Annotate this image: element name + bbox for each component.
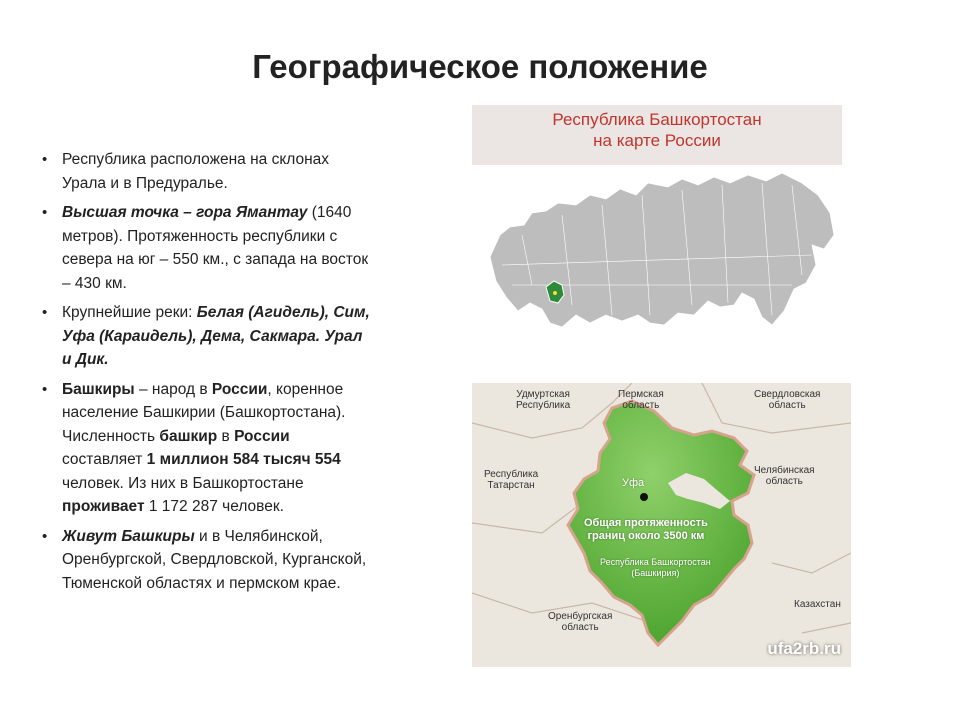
- watermark: ufa2rb.ru: [767, 639, 841, 658]
- population-text-2: , коренное население Башкирии (Башкортостана). Численность: [62, 380, 346, 445]
- label-chelyabinsk: Челябинская область: [754, 465, 815, 487]
- population-lives-word: проживает: [62, 498, 145, 515]
- diaspora-lead: Живут Башкиры: [62, 527, 195, 545]
- population-text-3: в: [217, 427, 235, 445]
- ufa-dot: [640, 493, 648, 501]
- label-border-length: Общая протяженность границ около 3500 км: [584, 517, 708, 542]
- population-russia-1: России: [211, 380, 268, 398]
- russia-map-title-line1: Республика Башкортостан: [552, 110, 762, 129]
- population-russia-2: России: [234, 427, 290, 445]
- label-perm: Пермская область: [618, 389, 664, 411]
- slide-title: Географическое положение: [252, 48, 708, 85]
- diaspora-text: и в Челябинской, Оренбургской, Свердловской, Курганской, Тюменской областях и пермском крае.: [62, 527, 367, 592]
- population-text-1: – народ в: [134, 380, 212, 398]
- russia-map-title-line2: на карте России: [593, 131, 721, 150]
- label-sverdlovsk: Свердловская область: [754, 389, 821, 411]
- label-udmurtia: Удмуртская Республика: [516, 389, 571, 411]
- russia-landmass: [490, 173, 834, 327]
- russia-map-title: [472, 105, 842, 151]
- label-republic: Республика Башкортостан (Башкирия): [600, 557, 711, 578]
- label-orenburg: Оренбургская область: [548, 611, 613, 633]
- highest-point-text: (1640 метров). Протяженность республики с севера на юг – 550 км., с запада на восток – 430 км.: [62, 204, 369, 292]
- highest-point-label: Высшая точка – гора Ямантау: [62, 204, 308, 221]
- population-bashkirs: Башкиры: [62, 380, 135, 398]
- label-tatarstan: Республика Татарстан: [484, 469, 539, 491]
- population-bashkir-word: башкир: [159, 427, 218, 445]
- rivers-lead: Крупнейшие реки:: [62, 304, 197, 321]
- bullet-location: [42, 148, 372, 195]
- population-text-5: человек. Из них в Башкортостане: [62, 474, 304, 492]
- bullet-list: [42, 148, 372, 601]
- bullet-location-text: Республика расположена на склонах Урала и в Предуралье.: [62, 151, 330, 192]
- ufa-marker: [553, 291, 557, 295]
- russia-map: [472, 105, 842, 363]
- population-text-6: 1 172 287 человек.: [144, 498, 284, 515]
- bullet-population: [42, 378, 372, 519]
- population-count: 1 миллион 584 тысяч 554: [146, 451, 341, 468]
- label-kazakhstan: Казахстан: [794, 599, 841, 610]
- rivers-list: Белая (Агидель), Сим, Уфа (Караидель), Дема, Сакмара. Урал и Дик.: [62, 304, 370, 368]
- bullet-diaspora: [42, 525, 372, 596]
- bullet-highest-point: [42, 201, 372, 295]
- russia-map-graphic: [472, 165, 842, 363]
- label-ufa: Уфа: [622, 477, 645, 489]
- bashkortostan-map: [472, 383, 851, 667]
- bullet-rivers: [42, 301, 372, 372]
- population-text-4: составляет: [62, 451, 147, 468]
